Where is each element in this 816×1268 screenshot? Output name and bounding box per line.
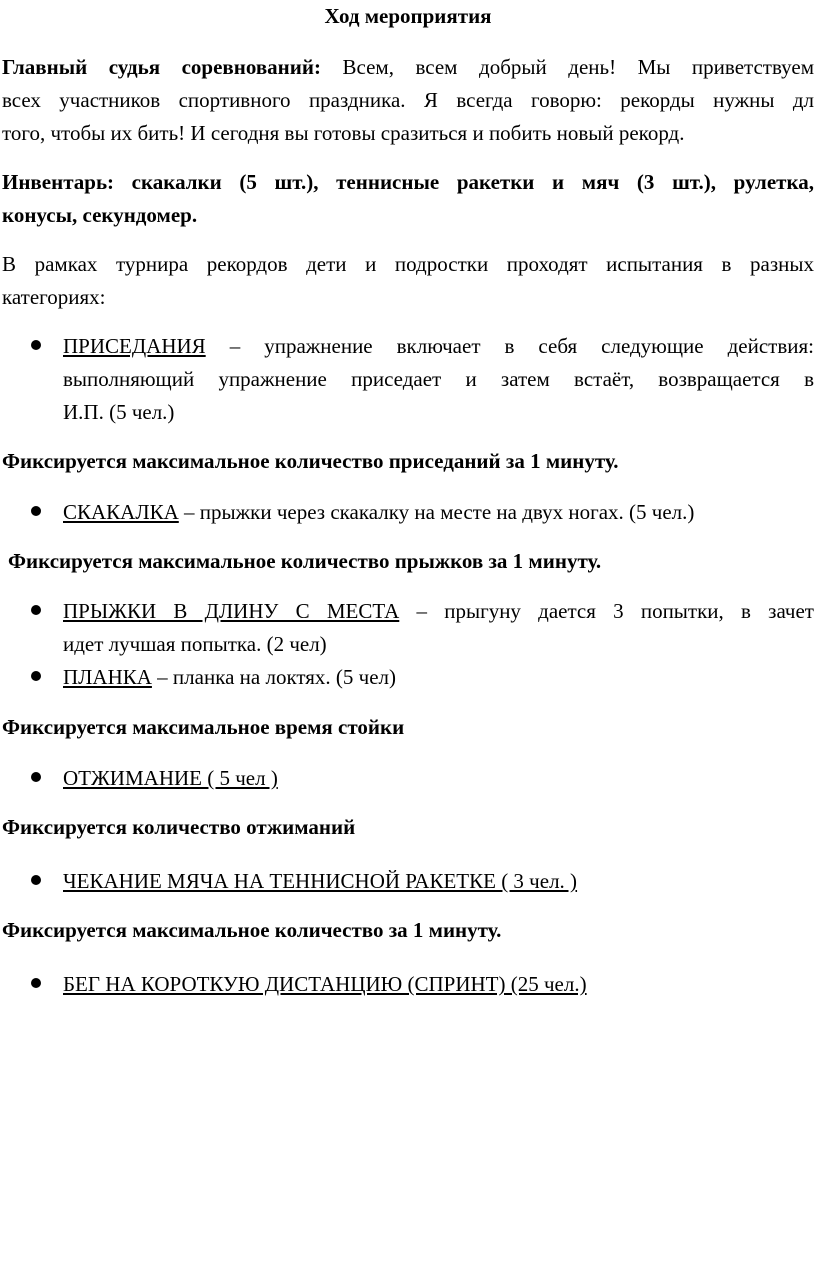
intro-line-2: всех участников спортивного праздника. Я всегда говорю: рекорды нужны дл (2, 88, 814, 112)
rope-title: СКАКАЛКА (63, 500, 179, 524)
bullet-icon (31, 506, 41, 516)
long-jump-desc-1: – прыгуну дается 3 попытки, в зачет (399, 599, 814, 623)
speaker-label: Главный судья соревнований: (2, 55, 321, 79)
bullet-icon (31, 978, 41, 988)
page-title: Ход мероприятия (324, 4, 492, 28)
inventory-line-2: конусы, секундомер. (2, 203, 198, 227)
rope-desc: – прыжки через скакалку на месте на двух ногах. (5 чел.) (178, 500, 695, 524)
list-item-plank (63, 661, 814, 694)
list-item-squats-line-2: выполняющий упражнение приседает и затем встаёт, возвращается в (63, 367, 814, 391)
bullet-icon (31, 875, 41, 885)
bullet-icon (31, 605, 41, 615)
list-item-pushups (63, 762, 814, 795)
list-item-long-jump-line-1 (63, 595, 814, 628)
sprint-title: БЕГ НА КОРОТКУЮ ДИСТАНЦИЮ (СПРИНТ) (25 чел.) (63, 972, 587, 996)
plank-title: ПЛАНКА (63, 665, 152, 689)
note-pushups: Фиксируется количество отжиманий (2, 815, 356, 839)
long-jump-title: ПРЫЖКИ В ДЛИНУ С МЕСТА (63, 599, 400, 623)
bullet-icon (31, 340, 41, 350)
bullet-icon (31, 671, 41, 681)
list-item-sprint (63, 968, 814, 1001)
list-item-squats-line-1 (63, 330, 814, 363)
note-plank: Фиксируется максимальное время стойки (2, 715, 405, 739)
list-item-juggling (63, 865, 814, 898)
intro-text-1: Всем, всем добрый день! Мы приветствуем (342, 55, 814, 79)
intro-line-3: того, чтобы их бить! И сегодня вы готовы сразиться и побить новый рекорд. (2, 121, 685, 145)
list-item-rope (63, 496, 814, 529)
intro-line-1 (2, 51, 814, 84)
list-item-long-jump-line-2: идет лучшая попытка. (2 чел) (63, 632, 327, 656)
note-rope: Фиксируется максимальное количество прыжков за 1 минуту. (8, 549, 602, 573)
note-juggling: Фиксируется максимальное количество за 1 минуту. (2, 918, 502, 942)
squats-title: ПРИСЕДАНИЯ (63, 334, 206, 358)
list-item-squats-line-3: И.П. (5 чел.) (63, 400, 175, 424)
inventory-line-1: Инвентарь: скакалки (5 шт.), теннисные ракетки и мяч (3 шт.), рулетка, (2, 170, 814, 194)
pushups-title: ОТЖИМАНИЕ ( 5 чел ) (63, 766, 278, 790)
categories-intro-line-2: категориях: (2, 285, 106, 309)
squats-desc-1: – упражнение включает в себя следующие действия: (205, 334, 814, 358)
categories-intro-line-1: В рамках турнира рекордов дети и подростки проходят испытания в разных (2, 252, 814, 276)
note-squats: Фиксируется максимальное количество приседаний за 1 минуту. (2, 449, 619, 473)
bullet-icon (31, 772, 41, 782)
plank-desc: – планка на локтях. (5 чел) (151, 665, 397, 689)
juggling-title: ЧЕКАНИЕ МЯЧА НА ТЕННИСНОЙ РАКЕТКЕ ( 3 чел. ) (63, 869, 578, 893)
